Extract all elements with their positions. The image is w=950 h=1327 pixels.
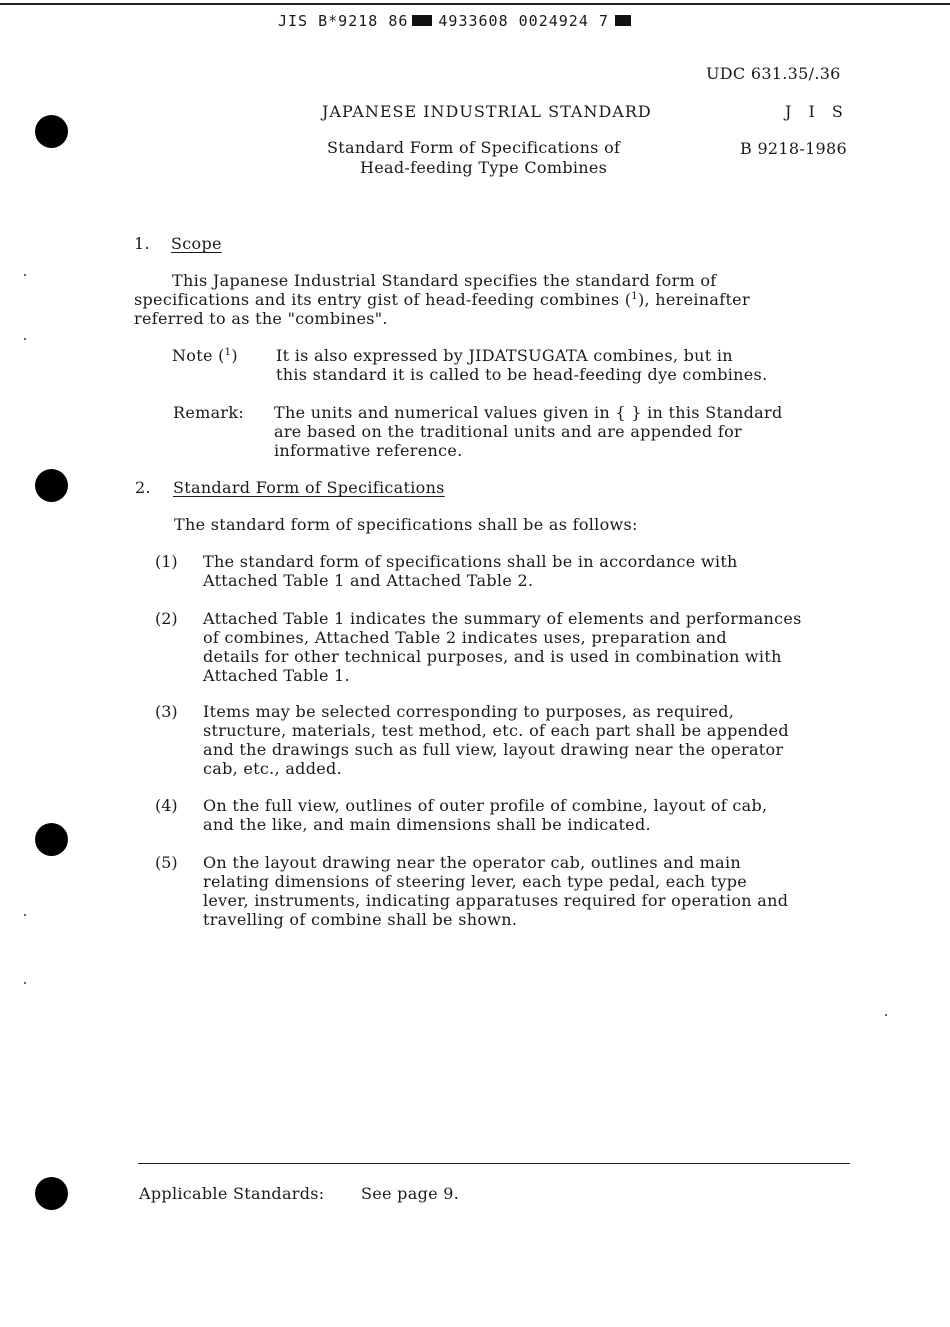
list-item-text: Attached Table 1 indicates the summary of elements and performances of combines, Attached Table 2 indicates uses, preparation and details for other technical purposes, and is used in combination with Attached Table 1. <box>203 609 802 685</box>
scope-line: This Japanese Industrial Standard specifies the standard form of <box>172 271 717 290</box>
section-1-number: 1. <box>134 234 150 253</box>
scan-speck <box>885 1014 887 1016</box>
list-item-text: Items may be selected corresponding to purposes, as required, structure, materials, test method, etc. of each part shall be appended and the drawings such as full view, layout drawing near the operator cab, etc., added. <box>203 702 789 778</box>
document-title-line-2: Head-feeding Type Combines <box>360 158 608 177</box>
standard-title: JAPANESE INDUSTRIAL STANDARD <box>322 102 652 121</box>
note-text: It is also expressed by JIDATSUGATA combines, but in this standard it is called to be head-feeding dye combines. <box>276 346 768 384</box>
list-item-number: (1) <box>155 552 178 571</box>
remark-label: Remark: <box>173 403 245 422</box>
scope-line: referred to as the "combines". <box>134 309 388 328</box>
punch-hole <box>35 1177 68 1210</box>
section-2-number: 2. <box>135 478 151 497</box>
list-item-number: (4) <box>155 796 178 815</box>
scan-speck <box>24 338 26 340</box>
document-title-line-1: Standard Form of Specifications of <box>327 138 621 157</box>
section-2-intro: The standard form of specifications shall be as follows: <box>174 515 638 534</box>
list-item-text: The standard form of specifications shall be in accordance with Attached Table 1 and Attached Table 2. <box>203 552 738 590</box>
remark-text: The units and numerical values given in { } in this Standard are based on the traditional units and are appended for informative reference. <box>274 403 783 460</box>
section-2-heading: Standard Form of Specifications <box>173 478 445 497</box>
scope-paragraph <box>134 271 750 328</box>
punch-hole <box>35 115 68 148</box>
scope-line: specifications and its entry gist of head-feeding combines ($^1$), hereinafter <box>134 290 750 309</box>
top-border-rule <box>0 3 950 5</box>
header-code-left: JIS B*9218 86 <box>278 12 409 30</box>
header-code-line <box>278 12 637 30</box>
redaction-block <box>412 15 432 26</box>
scan-speck <box>24 982 26 984</box>
applicable-standards-value: See page 9. <box>361 1184 460 1203</box>
applicable-standards-label: Applicable Standards: <box>139 1184 325 1203</box>
list-item-number: (3) <box>155 702 178 721</box>
list-item-number: (5) <box>155 853 178 872</box>
redaction-block <box>615 15 631 26</box>
scan-speck <box>24 274 26 276</box>
footnote-rule <box>138 1163 850 1164</box>
jis-label: J I S <box>785 102 849 121</box>
footnote-ref: 1 <box>631 291 638 302</box>
scan-speck <box>24 914 26 916</box>
note-label: Note ($^1$) <box>172 346 238 365</box>
udc-code: UDC 631.35/.36 <box>706 64 841 83</box>
header-code-middle: 4933608 0024924 7 <box>438 12 609 30</box>
punch-hole <box>35 823 68 856</box>
section-1-heading: Scope <box>171 234 222 253</box>
punch-hole <box>35 469 68 502</box>
list-item-text: On the layout drawing near the operator cab, outlines and main relating dimensions of steering lever, each type pedal, each type lever, instruments, indicating apparatuses required for operation and travelling of combine shall be shown. <box>203 853 789 929</box>
list-item-number: (2) <box>155 609 178 628</box>
list-item-text: On the full view, outlines of outer profile of combine, layout of cab, and the like, and main dimensions shall be indicated. <box>203 796 768 834</box>
document-number: B 9218-1986 <box>740 139 847 158</box>
